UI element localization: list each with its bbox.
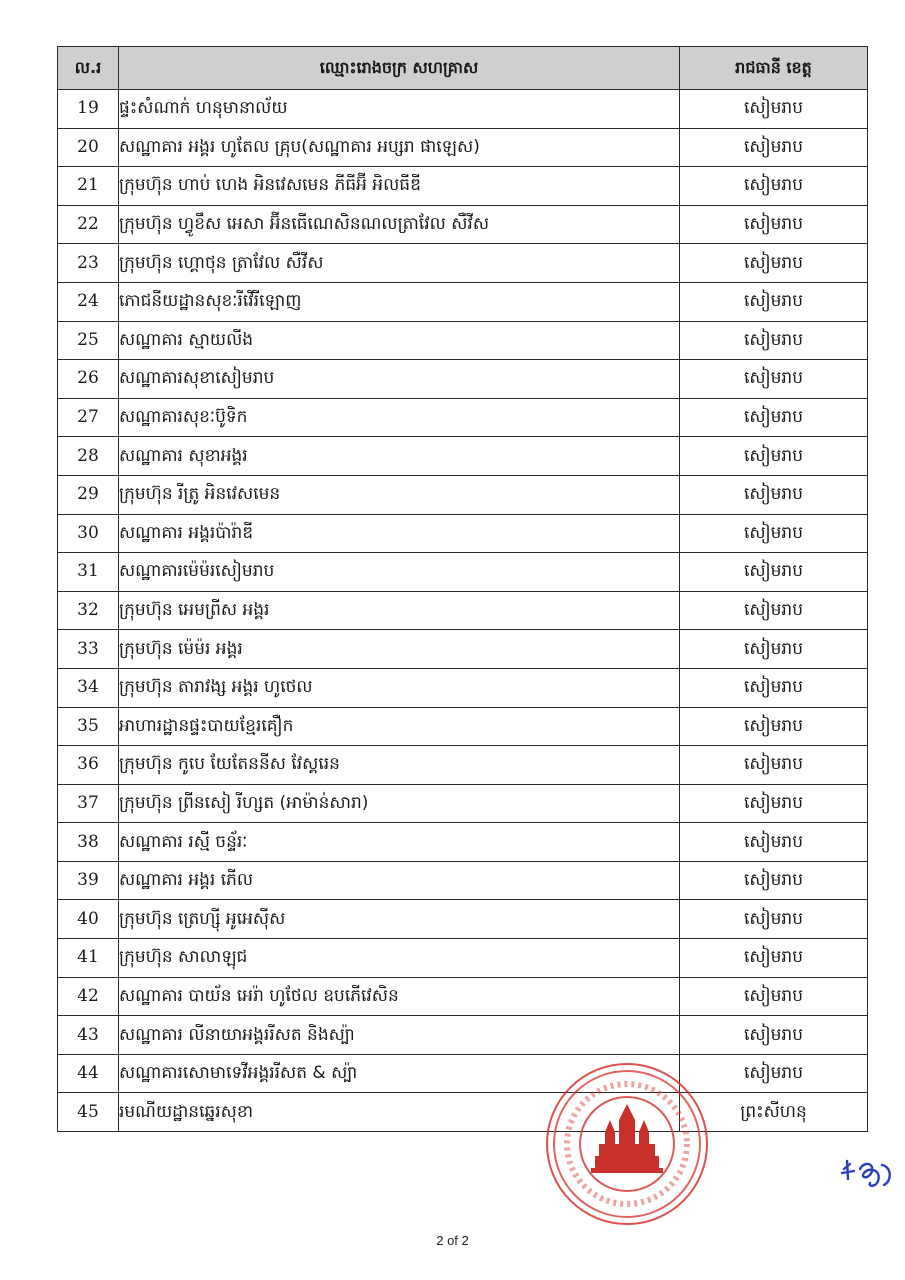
table-row [58,475,868,514]
page-number: 2 of 2 [436,1233,469,1248]
table-row [58,167,868,206]
row-number: 43 [58,1016,119,1055]
province-name: ព្រះសីហនុ [680,1093,868,1132]
table-row [58,668,868,707]
province-name: សៀមរាប [680,321,868,360]
header-province: រាជធានី ខេត្ត [680,47,868,90]
province-name: សៀមរាប [680,1054,868,1093]
province-name: សៀមរាប [680,746,868,785]
row-number: 35 [58,707,119,746]
province-name: សៀមរាប [680,398,868,437]
province-name: សៀមរាប [680,244,868,283]
enterprise-name: ក្រុមហ៊ុន ព្រីនសៀ រីហ្សត (អាម៉ាន់សារា) [119,784,680,823]
enterprise-name: សណ្ឋាគារ សុខាអង្គរ [119,437,680,476]
enterprise-name: ផ្ទះសំណាក់ ហនុមានាល័យ [119,90,680,129]
enterprise-name: សណ្ឋាគារម៉េម៉រសៀមរាប [119,553,680,592]
row-number: 38 [58,823,119,862]
enterprise-name: សណ្ឋាគារសោមាទេវីអង្គររីសត & ស្ប៉ា [119,1054,680,1093]
table-row [58,205,868,244]
row-number: 45 [58,1093,119,1132]
row-number: 40 [58,900,119,939]
row-number: 20 [58,128,119,167]
table-row [58,784,868,823]
enterprise-name: ក្រុមហ៊ុន ត្រេហ្ស៊ី អូអេស៊ីស [119,900,680,939]
table-row [58,398,868,437]
table-row [58,591,868,630]
row-number: 42 [58,977,119,1016]
row-number: 19 [58,90,119,129]
table-row [58,977,868,1016]
province-name: សៀមរាប [680,167,868,206]
province-name: សៀមរាប [680,553,868,592]
enterprise-name: ក្រុមហ៊ុន រីត្រូ អិនវេសមេន [119,475,680,514]
province-name: សៀមរាប [680,90,868,129]
province-name: សៀមរាប [680,900,868,939]
row-number: 23 [58,244,119,283]
province-name: សៀមរាប [680,630,868,669]
enterprise-name: សណ្ឋាគារ ស្មាយលីង [119,321,680,360]
row-number: 41 [58,939,119,978]
enterprise-name: ក្រុមហ៊ុន ម៉េម៉រ អង្គរ [119,630,680,669]
table-row [58,1054,868,1093]
enterprise-name: ក្រុមហ៊ុន តារាវង្ស អង្គរ ហូថេល [119,668,680,707]
province-name: សៀមរាប [680,668,868,707]
enterprise-name: សណ្ឋាគារសុខាសៀមរាប [119,360,680,399]
row-number: 32 [58,591,119,630]
province-name: សៀមរាប [680,360,868,399]
handwritten-initials-icon [838,1155,896,1191]
province-name: សៀមរាប [680,282,868,321]
table-row [58,437,868,476]
row-number: 44 [58,1054,119,1093]
enterprise-name: សណ្ឋាគារ លីនាយាអង្គររីសត និងស្ប៉ា [119,1016,680,1055]
row-number: 30 [58,514,119,553]
enterprise-name: ក្រុមហ៊ុន ហាប់ ហេង អិនវេសមេន ភីធីអ៊ី អិលធីឌី [119,167,680,206]
enterprise-table [57,46,868,1132]
enterprise-name: សណ្ឋាគារ បាយ័ន អេរ៉ា ហូថែល ឧបភើវេសិន [119,977,680,1016]
enterprise-name: សណ្ឋាគារ រស្មី ចន្ទ័រៈ [119,823,680,862]
enterprise-name: អាហារដ្ឋានផ្ទះបាយខ្មែរគឿក [119,707,680,746]
header-number: ល.រ [58,47,119,90]
official-stamp-icon [543,1060,711,1228]
table-row [58,823,868,862]
enterprise-name: សណ្ឋាគារសុខៈប៊ូទិក [119,398,680,437]
row-number: 27 [58,398,119,437]
enterprise-name: ក្រុមហ៊ុន អេមព្រីស អង្គរ [119,591,680,630]
table-row [58,553,868,592]
enterprise-name: រមណីយដ្ឋានឆ្នេរសុខា [119,1093,680,1132]
province-name: សៀមរាប [680,1016,868,1055]
row-number: 31 [58,553,119,592]
table-row [58,707,868,746]
table-body [58,90,868,1132]
enterprise-name: ភោជនីយដ្ឋានសុខៈរីវើរីឡោញ [119,282,680,321]
row-number: 22 [58,205,119,244]
enterprise-name: ក្រុមហ៊ុន ហ្គោថុន ត្រាវែល សឺវីស [119,244,680,283]
table-row [58,321,868,360]
province-name: សៀមរាប [680,591,868,630]
row-number: 36 [58,746,119,785]
row-number: 33 [58,630,119,669]
table-row [58,1093,868,1132]
table-row [58,282,868,321]
row-number: 25 [58,321,119,360]
table-row [58,746,868,785]
province-name: សៀមរាប [680,939,868,978]
table-row [58,90,868,129]
table-row [58,630,868,669]
row-number: 39 [58,861,119,900]
header-enterprise-name: ឈ្មោះរោងចក្រ សហគ្រាស [119,47,680,90]
row-number: 34 [58,668,119,707]
table-row [58,360,868,399]
province-name: សៀមរាប [680,784,868,823]
enterprise-name: ក្រុមហ៊ុន សាលាឡុជ [119,939,680,978]
province-name: សៀមរាប [680,977,868,1016]
row-number: 24 [58,282,119,321]
table-row [58,514,868,553]
province-name: សៀមរាប [680,514,868,553]
province-name: សៀមរាប [680,707,868,746]
province-name: សៀមរាប [680,475,868,514]
province-name: សៀមរាប [680,437,868,476]
enterprise-name: ក្រុមហ៊ុន កូបេ យែតែននីស វែស្គរេន [119,746,680,785]
table-row [58,244,868,283]
enterprise-name: សណ្ឋាគារ អង្គរ ភើល [119,861,680,900]
enterprise-name: សណ្ឋាគារ អង្គរ ហូតែល គ្រុប(សណ្ឋាគារ អប្សរា ផាឡេស) [119,128,680,167]
enterprise-name: សណ្ឋាគារ អង្គរប៉ារ៉ាឌី [119,514,680,553]
row-number: 28 [58,437,119,476]
table-row [58,900,868,939]
row-number: 21 [58,167,119,206]
table-row [58,1016,868,1055]
province-name: សៀមរាប [680,823,868,862]
table-row [58,128,868,167]
table-row [58,861,868,900]
table-row [58,939,868,978]
province-name: សៀមរាប [680,861,868,900]
province-name: សៀមរាប [680,205,868,244]
table-header-row [58,47,868,90]
row-number: 29 [58,475,119,514]
row-number: 26 [58,360,119,399]
enterprise-name: ក្រុមហ៊ុន ហ្វូខឹស អេសា អ៊ីនធើណេសិនណលត្រាវែល សឺវីស [119,205,680,244]
row-number: 37 [58,784,119,823]
province-name: សៀមរាប [680,128,868,167]
